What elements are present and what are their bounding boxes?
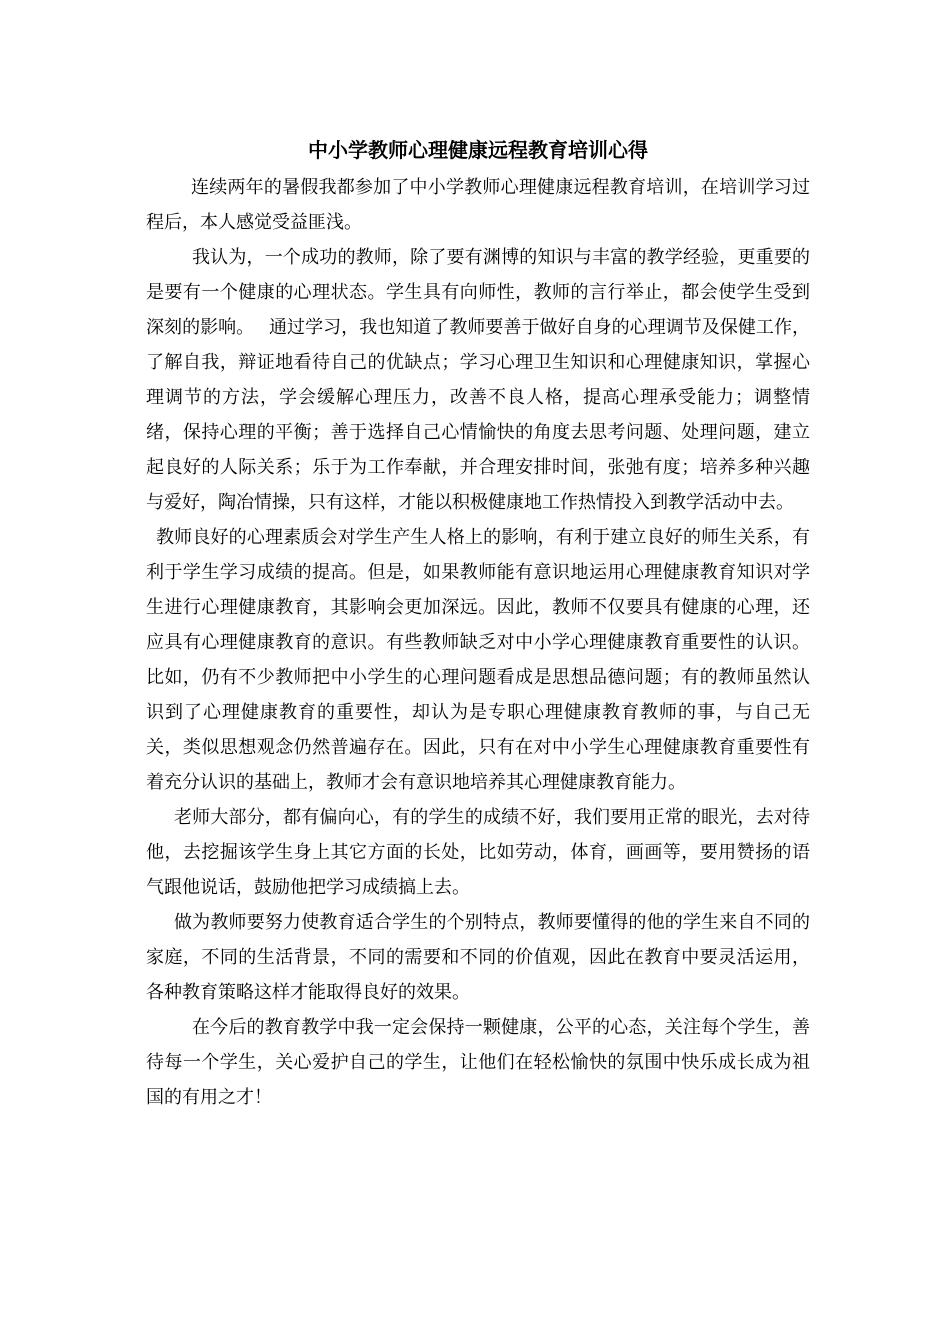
paragraph-3: 教师良好的心理素质会对学生产生人格上的影响，有利于建立良好的师生关系，有利于学生学习成绩的提高。但是，如果教师能有意识地运用心理健康教育知识对学生进行心理健康教育，其影响会更加深远。因此，教师不仅要具有健康的心理，还应具有心理健康教育的意识。有些教师缺乏对中小学心理健康教育重要性的认识。比如，仍有不少教师把中小学生的心理问题看成是思想品德问题；有的教师虽然认识到了心理健康教育的重要性，却认为是专职心理健康教育教师的事，与自己无关，类似思想观念仍然普遍存在。因此，只有在对中小学生心理健康教育重要性有着充分认识的基础上，教师才会有意识地培养其心理健康教育能力。: [146, 527, 810, 793]
document-page: [146, 132, 810, 1115]
paragraph-5: 做为教师要努力使教育适合学生的个别特点，教师要懂得的他的学生来自不同的家庭，不同的生活背景，不同的需要和不同的价值观，因此在教育中要灵活运用，各种教育策略这样才能取得良好的效果。: [146, 912, 810, 1003]
paragraph-6: 在今后的教育教学中我一定会保持一颗健康，公平的心态，关注每个学生，善待每一个学生，关心爱护自己的学生，让他们在轻松愉快的氛围中快乐成长成为祖国的有用之才！: [146, 1017, 810, 1108]
paragraph-2: 我认为，一个成功的教师，除了要有渊博的知识与丰富的教学经验，更重要的是要有一个健康的心理状态。学生具有向师性，教师的言行举止，都会使学生受到深刻的影响。 通过学习，我也知道了教师要善于做好自身的心理调节及保健工作，了解自我，辩证地看待自己的优缺点；学习心理卫生知识和心理健康知识，掌握心理调节的方法，学会缓解心理压力，改善不良人格，提高心理承受能力；调整情绪，保持心理的平衡；善于选择自己心情愉快的角度去思考问题、处理问题，建立起良好的人际关系；乐于为工作奉献，并合理安排时间，张弛有度；培养多种兴趣与爱好，陶冶情操，只有这样，才能以积极健康地工作热情投入到教学活动中去。: [146, 247, 810, 513]
document-title: 中小学教师心理健康远程教育培训心得: [308, 138, 648, 162]
paragraph-1: 连续两年的暑假我都参加了中小学教师心理健康远程教育培训，在培训学习过程后，本人感觉受益匪浅。: [146, 177, 810, 233]
paragraph-4: 老师大部分，都有偏向心，有的学生的成绩不好，我们要用正常的眼光，去对待他，去挖掘该学生身上其它方面的长处，比如劳动，体育，画画等，要用赞扬的语气跟他说话，鼓励他把学习成绩搞上去。: [146, 807, 810, 898]
